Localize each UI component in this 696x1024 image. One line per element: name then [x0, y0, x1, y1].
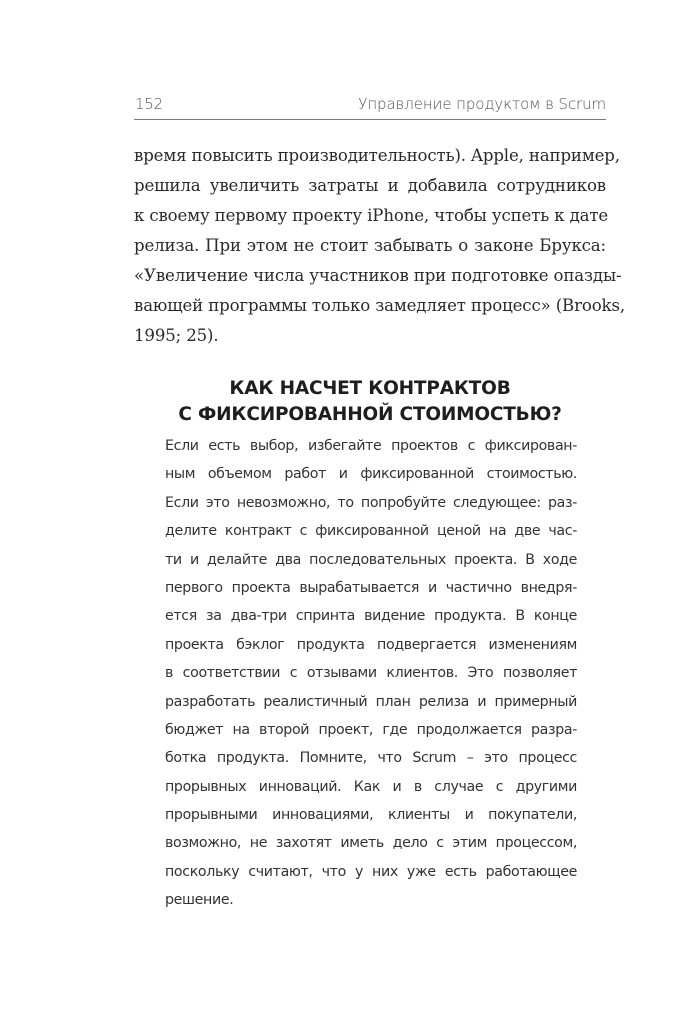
body-line: релиза. При этом не стоит забывать о законе Брукса: [134, 236, 606, 255]
sidebar-line: бюджет на второй проект, где продолжается разра- [165, 721, 577, 738]
body-line: к своему первому проекту iPhone, чтобы успеть к дате [134, 206, 609, 225]
sidebar-line: ется за два-три спринта видение продукта. В конце [165, 608, 577, 625]
sidebar-paragraph [165, 432, 577, 915]
sidebar-line: прорывных инноваций. Как и в случае с другими [165, 778, 577, 795]
sidebar-heading-line: С ФИКСИРОВАННОЙ СТОИМОСТЬЮ? [178, 404, 562, 425]
body-line: 1995; 25). [134, 326, 219, 345]
sidebar-line: поскольку считают, что у них уже есть работающее [165, 863, 577, 880]
body-paragraph [134, 141, 625, 351]
sidebar-line: ным объемом работ и фиксированной стоимостью. [165, 466, 577, 483]
sidebar-line: в соответствии с отзывами клиентов. Это позволяет [165, 665, 577, 682]
sidebar-line: возможно, не захотят иметь дело с этим процессом, [165, 835, 577, 852]
sidebar-heading [134, 376, 606, 428]
running-title: Управление продуктом в Scrum [358, 95, 606, 113]
sidebar-line: прорывными инновациями, клиенты и покупатели, [165, 807, 577, 824]
sidebar-line: Если это невозможно, то попробуйте следующее: раз- [165, 494, 577, 511]
sidebar-line: первого проекта вырабатывается и частично внедря- [165, 579, 577, 596]
sidebar-line: ти и делайте два последовательных проекта. В ходе [165, 551, 577, 568]
body-line: вающей программы только замедляет процесс» (Brooks, [134, 296, 625, 315]
sidebar-heading-line: КАК НАСЧЕТ КОНТРАКТОВ [229, 378, 511, 399]
body-line: время повысить производительность). Apple, например, [134, 146, 620, 165]
sidebar-line: разработать реалистичный план релиза и примерный [165, 693, 577, 710]
sidebar-line: решение. [165, 892, 234, 909]
page-number: 152 [135, 95, 163, 113]
body-line: «Увеличение числа участников при подготовке опазды- [134, 266, 622, 285]
body-line: решила увеличить затраты и добавила сотрудников [134, 176, 606, 195]
sidebar-line: делите контракт с фиксированной ценой на две час- [165, 523, 577, 540]
sidebar-line: Если есть выбор, избегайте проектов с фиксирован- [165, 438, 577, 454]
sidebar-line: ботка продукта. Помните, что Scrum – это процесс [165, 750, 577, 767]
page-header [134, 93, 606, 120]
sidebar-line: проекта бэклог продукта подвергается изменениям [165, 636, 577, 653]
